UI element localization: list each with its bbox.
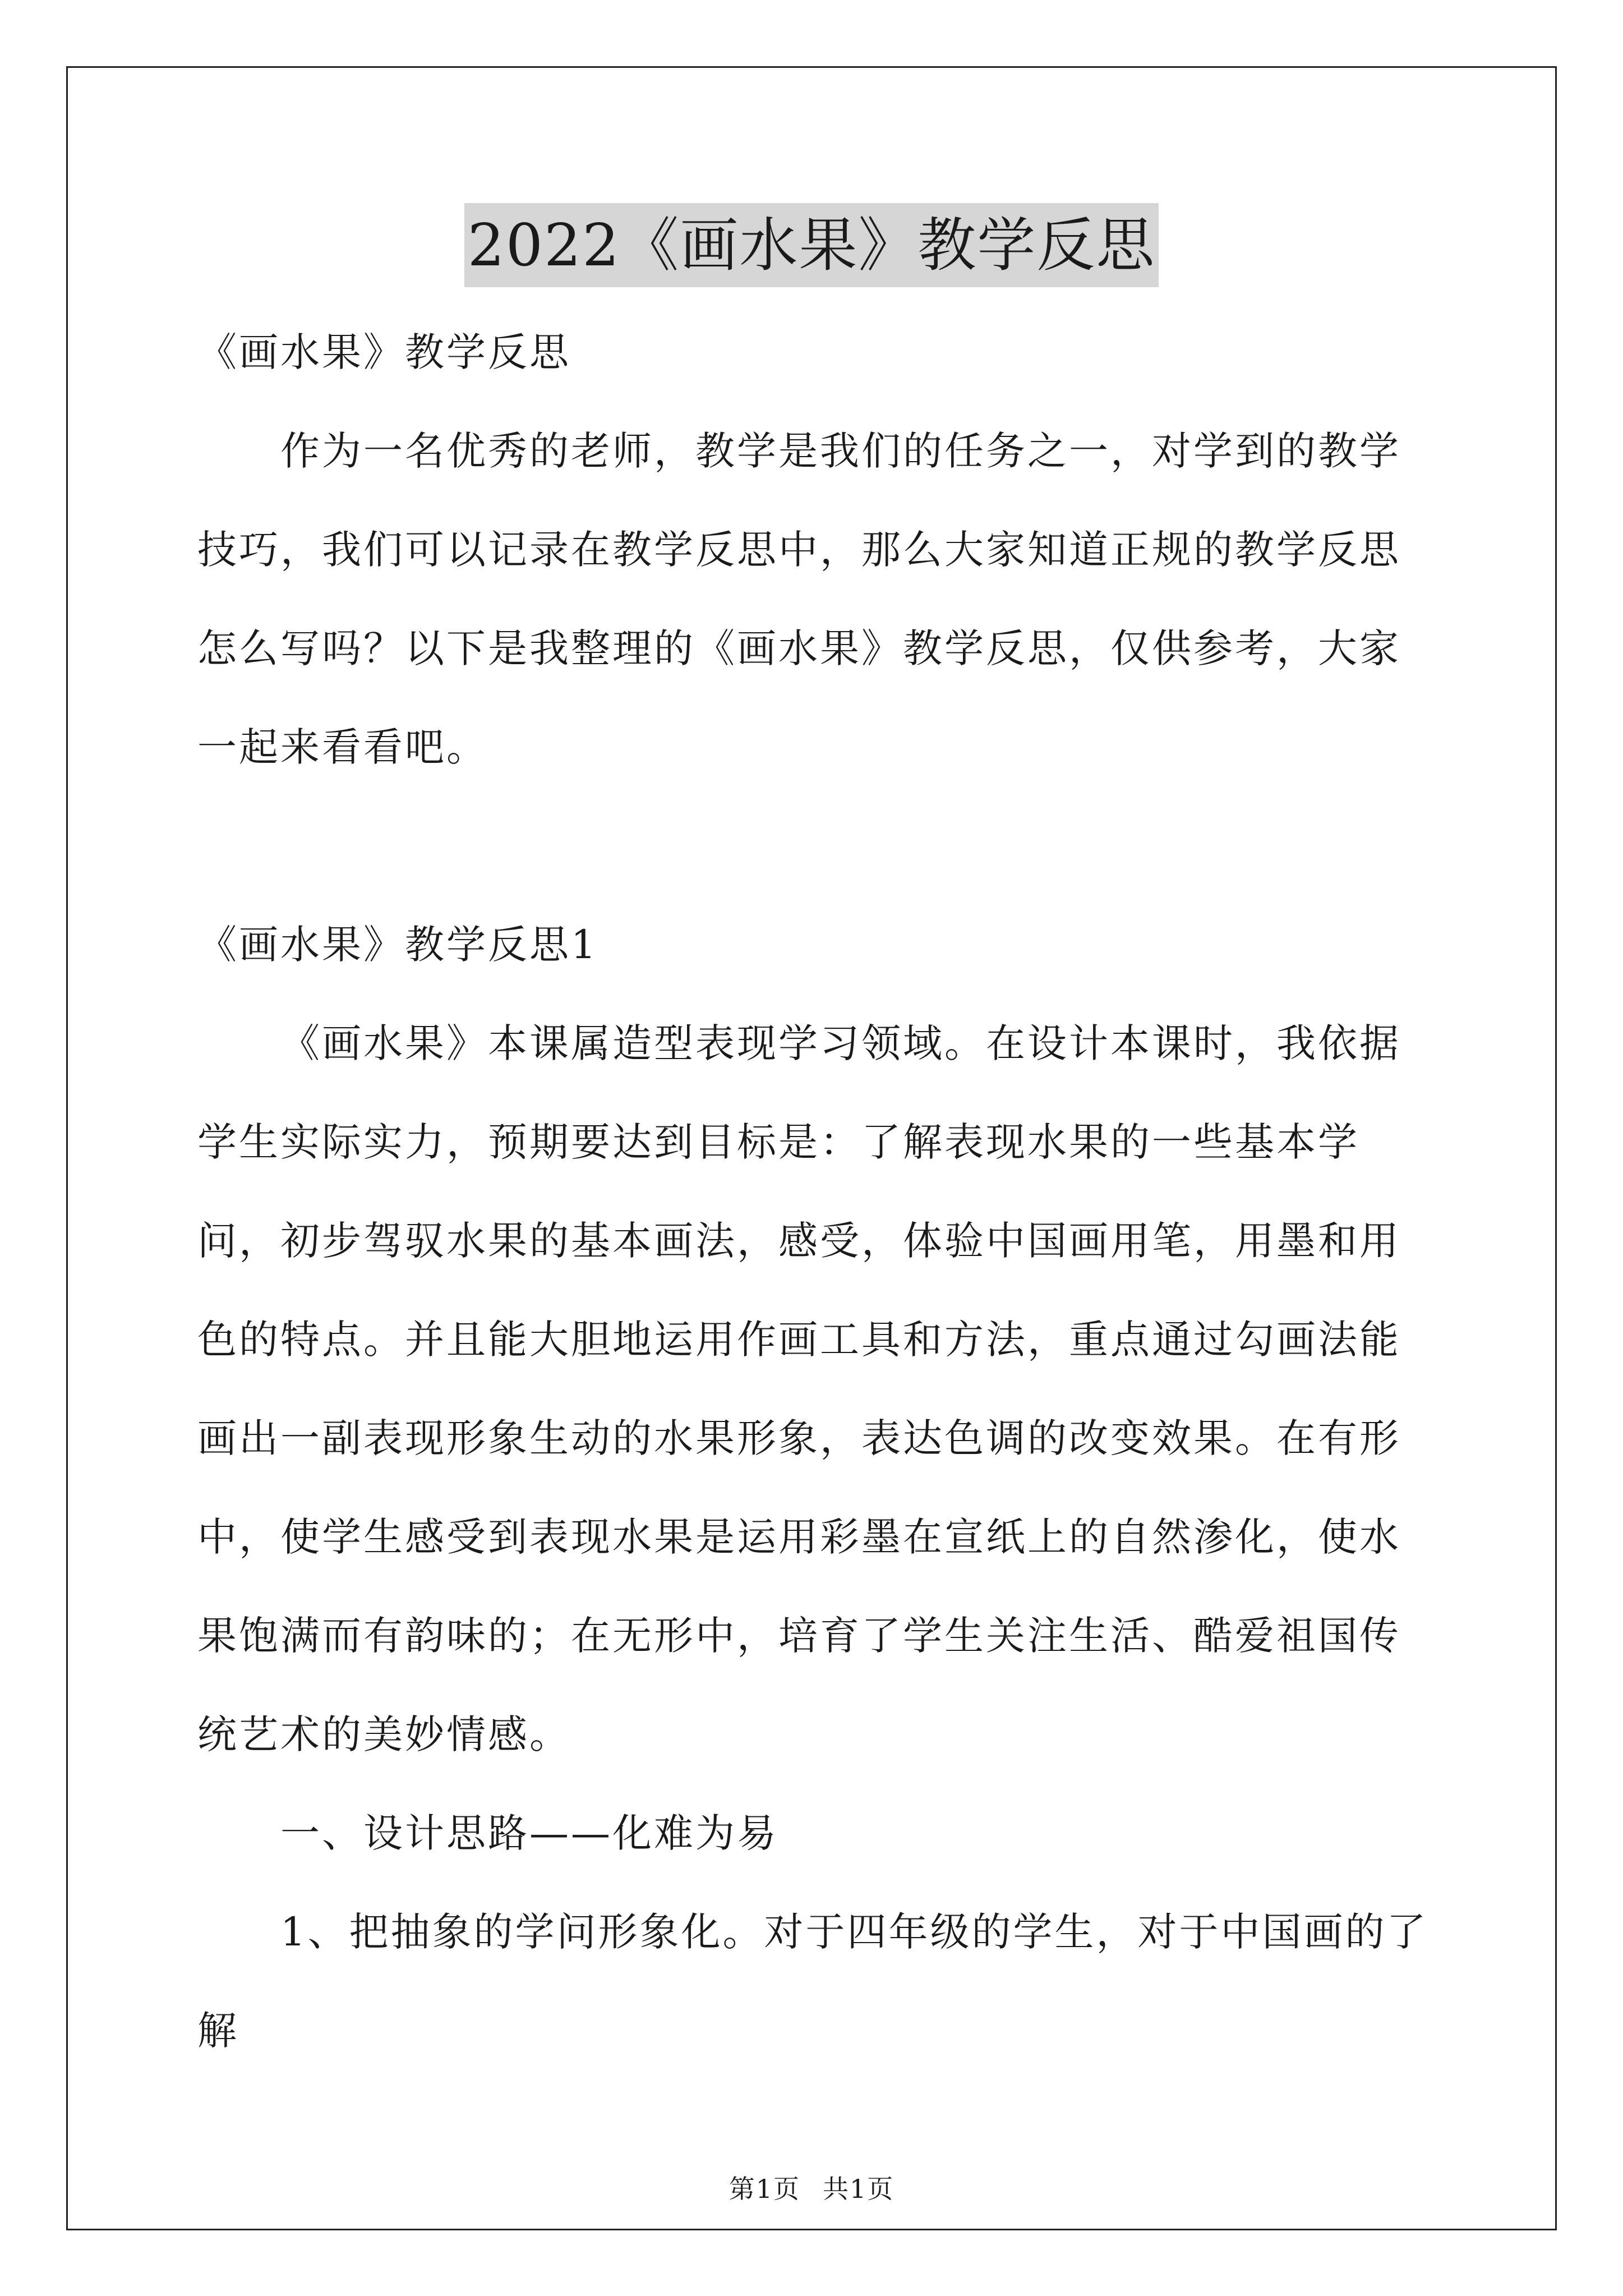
page-total: 共1页 — [823, 2174, 895, 2204]
outline-point: 一、设计思路——化难为易 — [280, 1810, 778, 1856]
section-heading: 《画水果》教学反思1 — [197, 922, 598, 968]
title-container — [0, 203, 1623, 287]
page-number: 第1页 — [728, 2174, 800, 2204]
document-subtitle: 《画水果》教学反思 — [197, 329, 571, 375]
body-paragraph: 《画水果》本课属造型表现学习领域。在设计本课时，我依据学生实际实力，预期要达到目标是：了解表现水果的一些基本学问，初步驾驭水果的基本画法，感受，体验中国画用笔，用墨和用色的特点。并且能大胆地运用作画工具和方法，重点通过勾画法能画出一副表现形象生动的水果形象，表达色调的改变效果。在有形中，使学生感受到表现水果是运用彩墨在宣纸上的自然渗化，使水果饱满而有韵味的；在无形中，培育了学生关注生活、酷爱祖国传统艺术的美妙情感。 — [197, 1020, 1401, 1757]
document-body — [197, 303, 1428, 2080]
section-spacer — [197, 797, 1428, 895]
page-footer — [0, 2172, 1623, 2206]
intro-paragraph: 作为一名优秀的老师，教学是我们的任务之一，对学到的教学技巧，我们可以记录在教学反思中，那么大家知道正规的教学反思怎么写吗？以下是我整理的《画水果》教学反思，仅供参考，大家一起来看看吧。 — [197, 428, 1401, 770]
outline-item: 1、把抽象的学问形象化。对于四年级的学生，对于中国画的了解 — [197, 1909, 1428, 2054]
document-title: 2022《画水果》教学反思 — [464, 203, 1159, 287]
